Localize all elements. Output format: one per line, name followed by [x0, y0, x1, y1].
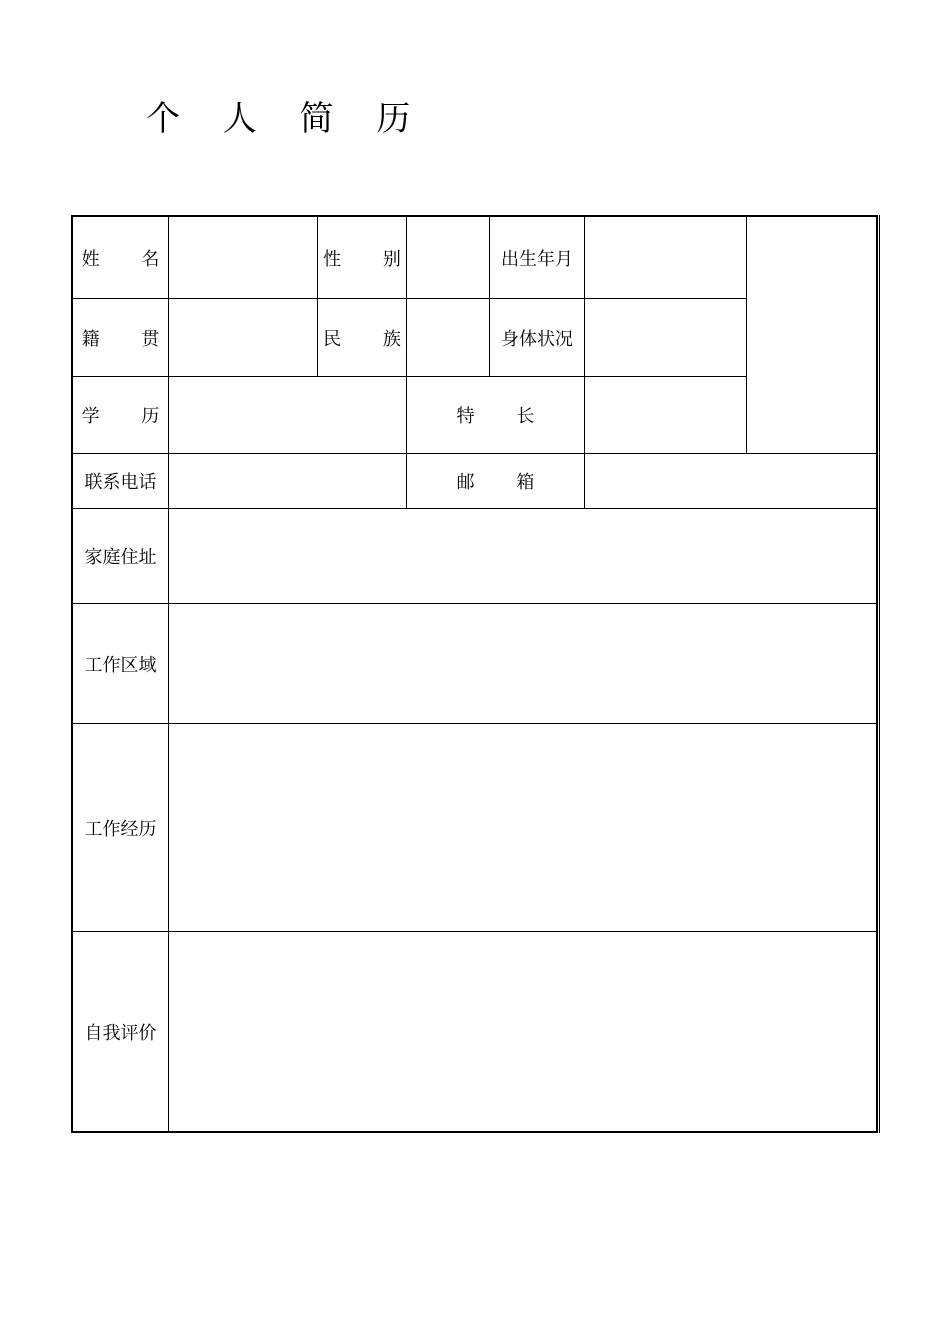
education-field[interactable]: [169, 377, 407, 454]
self-evaluation-label: 自我评价: [73, 932, 169, 1131]
work-area-label: 工作区域: [73, 604, 169, 724]
phone-label: 联系电话: [73, 454, 169, 509]
ethnicity-label: 民 族: [318, 299, 407, 377]
ethnicity-field[interactable]: [407, 299, 490, 377]
page-title: 个 人 简 历: [146, 99, 427, 139]
phone-field[interactable]: [169, 454, 407, 509]
name-field[interactable]: [169, 217, 318, 299]
work-history-field[interactable]: [169, 724, 878, 932]
address-label: 家庭住址: [73, 509, 169, 604]
specialty-label: 特 长: [407, 377, 585, 454]
self-evaluation-field[interactable]: [169, 932, 878, 1131]
email-field[interactable]: [585, 454, 878, 509]
gender-field[interactable]: [407, 217, 490, 299]
specialty-field[interactable]: [585, 377, 747, 454]
native-place-field[interactable]: [169, 299, 318, 377]
work-history-label: 工作经历: [73, 724, 169, 932]
native-place-label: 籍 贯: [73, 299, 169, 377]
education-label: 学 历: [73, 377, 169, 454]
birth-field[interactable]: [585, 217, 747, 299]
address-field[interactable]: [169, 509, 878, 604]
birth-label: 出生年月: [490, 217, 585, 299]
gender-label: 性 别: [318, 217, 407, 299]
health-field[interactable]: [585, 299, 747, 377]
email-label: 邮 箱: [407, 454, 585, 509]
work-area-field[interactable]: [169, 604, 878, 724]
photo-box[interactable]: [747, 217, 878, 454]
name-label: 姓 名: [73, 217, 169, 299]
health-label: 身体状况: [490, 299, 585, 377]
resume-form: [71, 215, 878, 1133]
